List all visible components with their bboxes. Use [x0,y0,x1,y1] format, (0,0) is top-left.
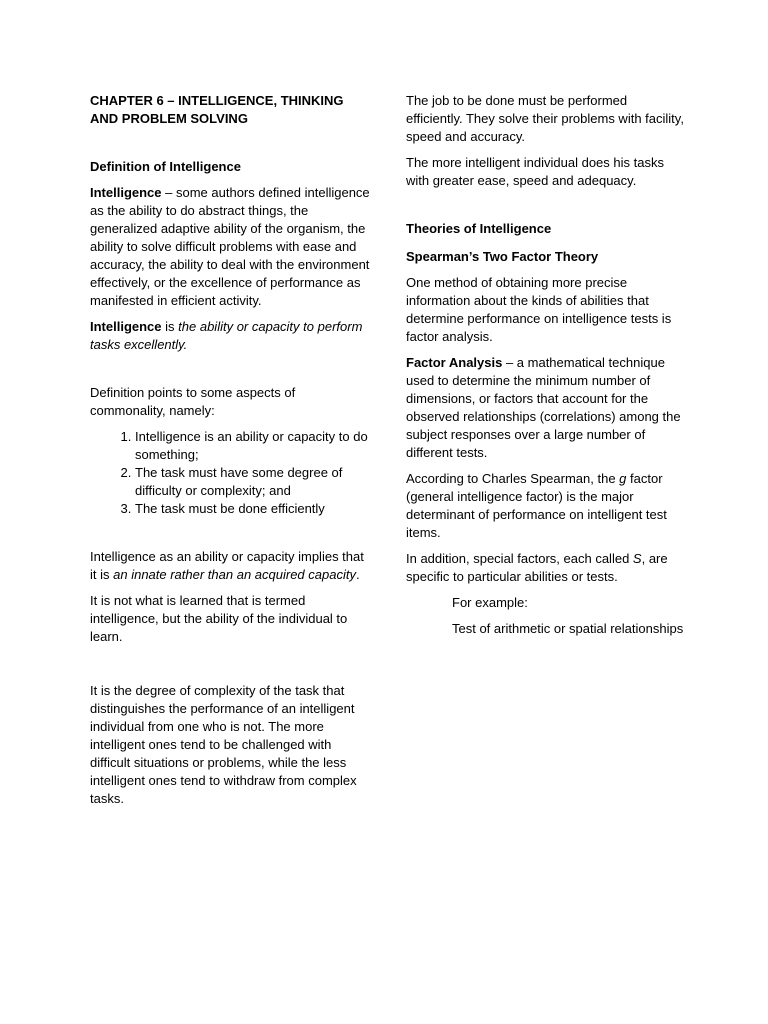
chapter-title: CHAPTER 6 – INTELLIGENCE, THINKING AND PROBLEM SOLVING [90,93,344,126]
example-label: For example: [452,595,528,610]
list-item: 1. Intelligence is an ability or capacity to do something; [135,428,370,464]
ease-paragraph: The more intelligent individual does his tasks with greater ease, speed and adequacy. [406,155,664,188]
commonality-paragraph: Definition points to some aspects of commonality, namely: [90,385,296,418]
right-column [406,92,686,646]
definition-heading: Definition of Intelligence [90,159,241,174]
factor-analysis-intro-paragraph: One method of obtaining more precise information about the kinds of abilities that determine performance on intelligence tests is factor analysis. [406,275,672,344]
summary-italic: the ability or capacity to perform tasks excellently. [90,319,363,352]
job-paragraph: The job to be done must be performed efficiently. They solve their problems with facility, speed and accuracy. [406,93,684,144]
g-factor-start: According to Charles Spearman, the [406,471,620,486]
s-factor-end: , are specific to particular abilities or tests. [406,551,668,584]
intelligence-term: Intelligence [90,319,162,334]
innate-text: Intelligence as an ability or capacity implies that it is [90,549,364,582]
example-text: Test of arithmetic or spatial relationships [452,621,684,636]
theories-heading: Theories of Intelligence [406,221,552,236]
s-symbol: S [632,551,642,566]
factor-analysis-text: – a mathematical technique used to determine the minimum number of dimensions, or factors that account for the observed relationships (correlations) among the subject responses over a large number of different tests. [406,355,681,460]
innate-paragraph [90,548,370,584]
list-item: 2. The task must have some degree of difficulty or complexity; and [135,464,370,500]
s-factor-start: In addition, special factors, each called [406,551,633,566]
aspects-list [90,428,370,518]
complexity-paragraph: It is the degree of complexity of the task that distinguishes the performance of an intelligent individual from one who is not. The more intelligent ones tend to be challenged with difficult situations or problems, while the less intelligent ones tend to withdraw from complex tasks. [90,683,357,806]
intelligence-summary-paragraph [90,318,370,354]
intelligence-term: Intelligence [90,185,162,200]
factor-analysis-paragraph [406,354,686,462]
definition-text: – some authors defined intelligence as the ability to do abstract things, the generalized adaptive ability of the organism, the ability to solve difficult problems with ease and accuracy, the ability to deal with the environment effectively, or the excellence of performance as manifested in efficient activity. [90,185,370,308]
intelligence-definition-paragraph [90,184,370,310]
spearman-heading: Spearman’s Two Factor Theory [406,249,599,264]
left-column [90,92,370,816]
summary-connector: is [161,319,179,334]
g-factor-end: factor (general intelligence factor) is the major determinant of performance on intelligent test items. [406,471,667,540]
innate-italic: an innate rather than an acquired capacity [113,567,356,582]
factor-analysis-term: Factor Analysis [406,355,503,370]
learning-paragraph: It is not what is learned that is termed intelligence, but the ability of the individual to learn. [90,593,348,644]
s-factor-paragraph [406,550,686,586]
g-factor-paragraph [406,470,686,542]
innate-end: . [355,567,360,582]
g-symbol: g [619,471,627,486]
list-item: 3. The task must be done efficiently [135,500,370,518]
